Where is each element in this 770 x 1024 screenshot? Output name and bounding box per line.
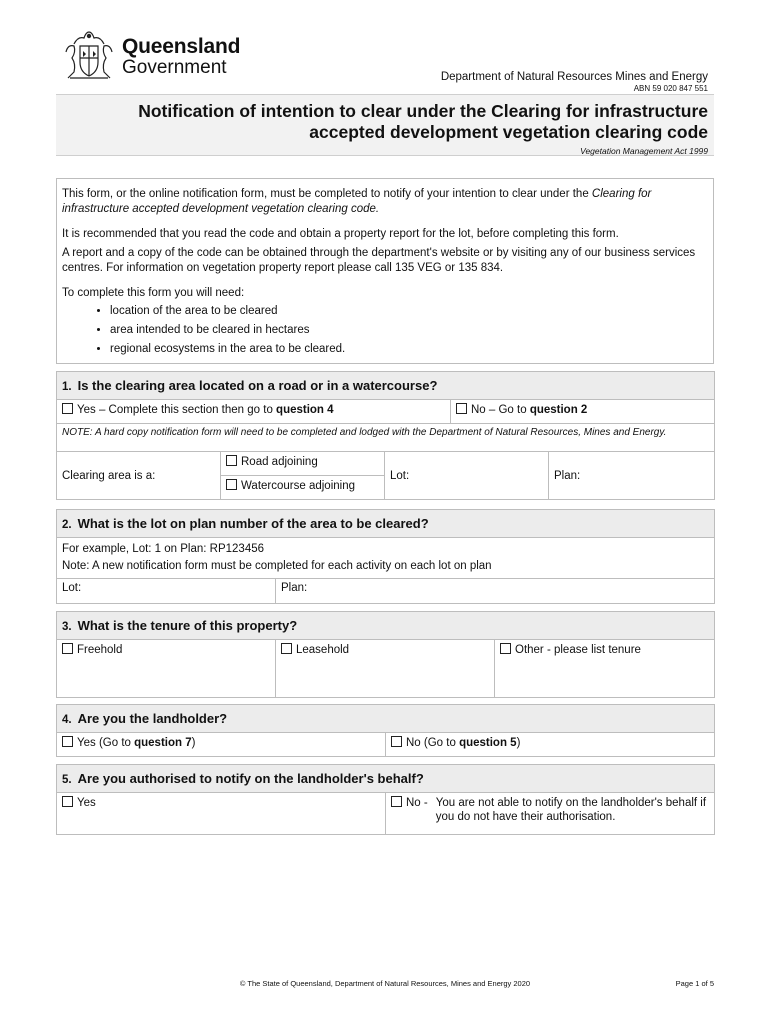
legislation-act: Vegetation Management Act 1999 [580,146,708,156]
logo-line-queensland: Queensland [122,34,241,58]
q5-no-explanation: You are not able to notify on the landholder's behalf if you do not have their authorisation. [435,797,707,823]
intro-p1-code-name: Clearing for infrastructure accepted development vegetation clearing code. [62,188,652,215]
checkbox-icon[interactable] [391,736,402,747]
intro-section [56,178,714,364]
option-text: No – Go to [471,404,530,416]
question-title: What is the tenure of this property? [77,618,298,633]
checkbox-icon[interactable] [62,736,73,747]
freehold-option[interactable] [57,640,276,698]
question-number: 5. [62,774,72,786]
q5-yes-option[interactable] [57,793,386,835]
other-tenure-option[interactable] [495,640,715,698]
checkbox-icon[interactable] [62,796,73,807]
question-title: What is the lot on plan number of the area to be cleared? [77,516,429,531]
page-title [56,101,708,143]
option-text: Road adjoining [241,456,318,468]
question-4-section [56,704,715,757]
q4-no-option[interactable] [386,733,715,757]
option-text: Other - please list tenure [515,644,641,656]
question-3-heading [57,612,715,640]
field-label: Lot: [390,469,410,482]
logo-line-government: Government [122,56,227,78]
intro-paragraph-4: To complete this form you will need: [62,287,245,299]
q5-no-option[interactable] [386,793,715,835]
option-text: Yes – Complete this section then go to [77,404,277,416]
q1-no-option[interactable] [451,400,715,424]
intro-paragraph-3: A report and a copy of the code can be obtained through the department's website or by visiting any of our business services centres. For information on vegetation property report please call 135 VEG or 135 834. [62,247,696,274]
question-4-heading [57,705,715,733]
intro-p1-text: This form, or the online notification form, must be completed to notify of your intention to clear under the [62,188,592,200]
option-text: Leasehold [296,644,350,656]
checkbox-icon[interactable] [456,403,467,414]
intro-paragraph-2: It is recommended that you read the code and obtain a property report for the lot, before completing this form. [62,228,619,240]
q2-instructions [57,538,715,579]
q4-yes-option[interactable] [57,733,386,757]
question-title: Are you the landholder? [77,711,228,726]
q2-note: Note: A new notification form must be completed for each activity on each lot on plan [62,560,492,572]
question-3-section [56,611,715,698]
q1-yes-option[interactable] [57,400,451,424]
question-number: 3. [62,621,72,633]
option-link-text: question 7 [134,737,192,749]
question-5-heading [57,765,715,793]
question-number: 4. [62,714,72,726]
copyright-notice: © The State of Queensland, Department of Natural Resources, Mines and Energy 2020 [239,979,531,988]
checkbox-icon[interactable] [281,643,292,654]
requirements-list [62,304,708,357]
question-title: Are you authorised to notify on the landholder's behalf? [77,771,424,786]
option-link-text: question 2 [529,404,588,416]
leasehold-option[interactable] [276,640,495,698]
watercourse-adjoining-option[interactable] [221,476,385,500]
question-2-heading [57,510,715,538]
option-text: Watercourse adjoining [241,480,355,492]
list-item: • area intended to be cleared in hectares [110,323,708,338]
checkbox-icon[interactable] [226,479,237,490]
title-line-1: Notification of intention to clear under the Clearing for infrastructure [138,101,708,121]
question-number: 2. [62,519,72,531]
option-link-text: question 5 [459,737,517,749]
q1-note: NOTE: A hard copy notification form will need to be completed and lodged with the Department of Natural Resources, Mines and Energy. [57,424,715,452]
checkbox-icon[interactable] [500,643,511,654]
option-text: Freehold [77,644,123,656]
option-text: Yes [77,797,96,809]
list-item: • location of the area to be cleared [110,304,708,319]
checkbox-icon[interactable] [391,796,402,807]
coat-of-arms-icon [60,30,118,82]
q2-example: For example, Lot: 1 on Plan: RP123456 [62,543,265,555]
question-number: 1. [62,381,72,393]
list-item: • regional ecosystems in the area to be cleared. [110,342,708,357]
checkbox-icon[interactable] [226,455,237,466]
page-number: Page 1 of 5 [675,979,714,988]
qld-government-logo [60,30,240,82]
department-block [441,71,708,93]
option-text-end: ) [516,737,521,749]
abn-number: ABN 59 020 847 551 [633,84,708,93]
option-text: Yes (Go to [77,737,135,749]
option-text: No - [406,797,428,809]
clearing-area-label: Clearing area is a: [57,452,221,500]
q2-lot-field[interactable] [57,579,276,604]
field-label: Plan: [554,469,581,482]
option-link-text: question 4 [276,404,334,416]
question-title: Is the clearing area located on a road or in a watercourse? [77,378,438,393]
intro-paragraph-1 [62,187,708,217]
field-label: Plan: [281,582,308,594]
option-text-end: ) [191,737,196,749]
title-line-2: accepted development vegetation clearing code [309,122,708,142]
question-5-section [56,764,715,835]
field-label: Lot: [62,582,82,594]
checkbox-icon[interactable] [62,643,73,654]
question-2-section [56,509,715,604]
q1-lot-field[interactable] [385,452,549,500]
question-1-section [56,371,715,500]
title-box [56,94,714,156]
q1-plan-field[interactable] [549,452,715,500]
department-name: Department of Natural Resources Mines and Energy [440,71,708,83]
question-1-heading [57,372,715,400]
q2-plan-field[interactable] [276,579,715,604]
checkbox-icon[interactable] [62,403,73,414]
option-text: No (Go to [406,737,460,749]
road-adjoining-option[interactable] [221,452,385,476]
